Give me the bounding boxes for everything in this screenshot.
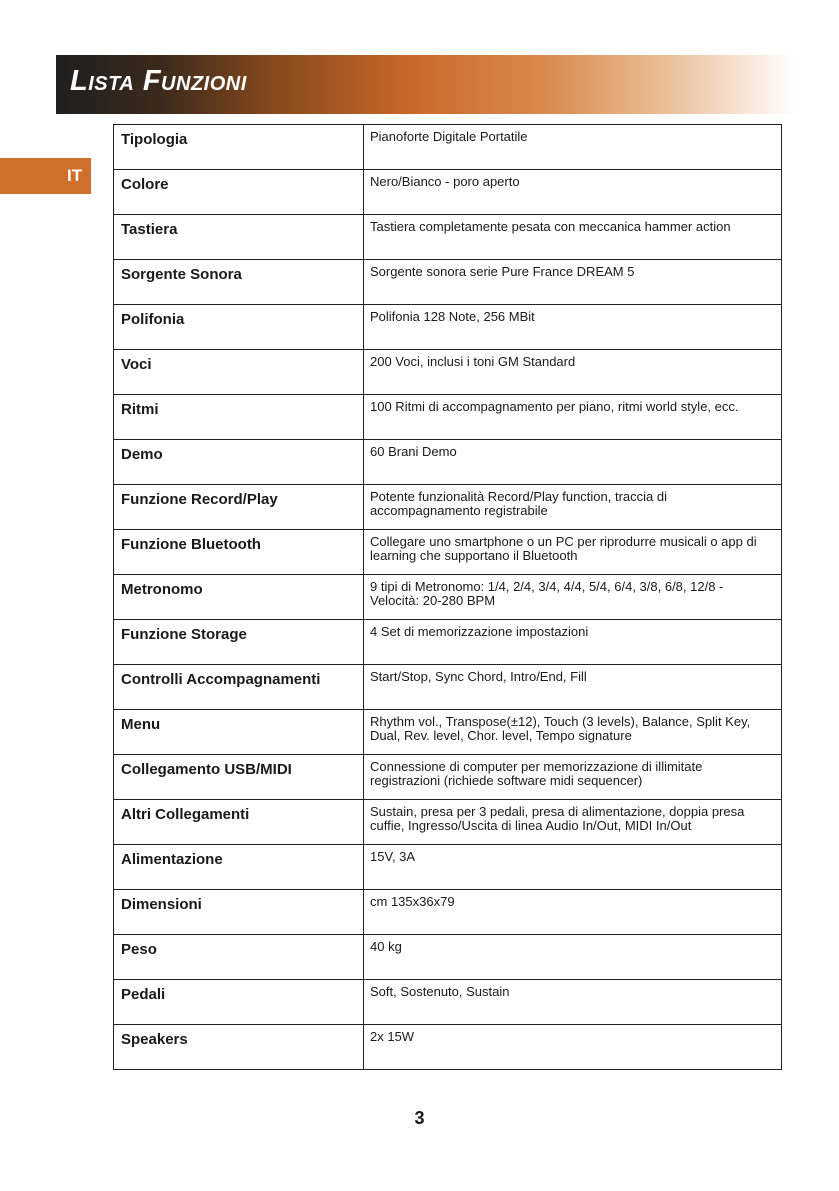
spec-value: Tastiera completamente pesata con meccanica hammer action bbox=[364, 215, 782, 260]
table-row bbox=[114, 395, 782, 440]
spec-value: 40 kg bbox=[364, 935, 782, 980]
spec-value: Potente funzionalità Record/Play function, traccia di accompagnamento registrabile bbox=[364, 485, 782, 530]
spec-value: Rhythm vol., Transpose(±12), Touch (3 levels), Balance, Split Key, Dual, Rev. level, Chor. level, Tempo signature bbox=[364, 710, 782, 755]
spec-label: Alimentazione bbox=[114, 845, 364, 890]
table-row bbox=[114, 260, 782, 305]
spec-value: Collegare uno smartphone o un PC per riprodurre musicali o app di learning che supportano il Bluetooth bbox=[364, 530, 782, 575]
spec-label: Funzione Bluetooth bbox=[114, 530, 364, 575]
page-title: Lista Funzioni bbox=[70, 65, 247, 97]
spec-value: Nero/Bianco - poro aperto bbox=[364, 170, 782, 215]
spec-value: 4 Set di memorizzazione impostazioni bbox=[364, 620, 782, 665]
spec-value: 9 tipi di Metronomo: 1/4, 2/4, 3/4, 4/4, 5/4, 6/4, 3/8, 6/8, 12/8 - Velocità: 20-280 BPM bbox=[364, 575, 782, 620]
table-row bbox=[114, 125, 782, 170]
table-row bbox=[114, 710, 782, 755]
table-row bbox=[114, 800, 782, 845]
table-row bbox=[114, 980, 782, 1025]
specifications-table-body bbox=[114, 125, 782, 1070]
spec-value: Pianoforte Digitale Portatile bbox=[364, 125, 782, 170]
spec-value: cm 135x36x79 bbox=[364, 890, 782, 935]
table-row bbox=[114, 350, 782, 395]
spec-value: Sustain, presa per 3 pedali, presa di alimentazione, doppia presa cuffie, Ingresso/Uscita di linea Audio In/Out, MIDI In/Out bbox=[364, 800, 782, 845]
spec-value: 100 Ritmi di accompagnamento per piano, ritmi world style, ecc. bbox=[364, 395, 782, 440]
spec-label: Voci bbox=[114, 350, 364, 395]
spec-label: Controlli Accompagnamenti bbox=[114, 665, 364, 710]
spec-label: Metronomo bbox=[114, 575, 364, 620]
spec-value: Polifonia 128 Note, 256 MBit bbox=[364, 305, 782, 350]
spec-label: Collegamento USB/MIDI bbox=[114, 755, 364, 800]
table-row bbox=[114, 755, 782, 800]
table-row bbox=[114, 530, 782, 575]
table-row bbox=[114, 665, 782, 710]
spec-label: Altri Collegamenti bbox=[114, 800, 364, 845]
spec-value: 200 Voci, inclusi i toni GM Standard bbox=[364, 350, 782, 395]
spec-value: 2x 15W bbox=[364, 1025, 782, 1070]
table-row bbox=[114, 845, 782, 890]
spec-value: 60 Brani Demo bbox=[364, 440, 782, 485]
table-row bbox=[114, 575, 782, 620]
spec-label: Menu bbox=[114, 710, 364, 755]
spec-label: Pedali bbox=[114, 980, 364, 1025]
language-tab: IT bbox=[0, 158, 91, 194]
table-row bbox=[114, 935, 782, 980]
spec-label: Polifonia bbox=[114, 305, 364, 350]
spec-value: Connessione di computer per memorizzazione di illimitate registrazioni (richiede software midi sequencer) bbox=[364, 755, 782, 800]
spec-label: Tipologia bbox=[114, 125, 364, 170]
spec-label: Speakers bbox=[114, 1025, 364, 1070]
table-row bbox=[114, 890, 782, 935]
table-row bbox=[114, 215, 782, 260]
spec-value: Sorgente sonora serie Pure France DREAM 5 bbox=[364, 260, 782, 305]
table-row bbox=[114, 620, 782, 665]
spec-label: Dimensioni bbox=[114, 890, 364, 935]
specifications-table bbox=[113, 124, 782, 1070]
spec-label: Colore bbox=[114, 170, 364, 215]
spec-label: Demo bbox=[114, 440, 364, 485]
spec-value: Start/Stop, Sync Chord, Intro/End, Fill bbox=[364, 665, 782, 710]
table-row bbox=[114, 440, 782, 485]
spec-label: Ritmi bbox=[114, 395, 364, 440]
table-row bbox=[114, 305, 782, 350]
spec-value: Soft, Sostenuto, Sustain bbox=[364, 980, 782, 1025]
spec-label: Sorgente Sonora bbox=[114, 260, 364, 305]
spec-value: 15V, 3A bbox=[364, 845, 782, 890]
table-row bbox=[114, 170, 782, 215]
spec-label: Tastiera bbox=[114, 215, 364, 260]
table-row bbox=[114, 485, 782, 530]
table-row bbox=[114, 1025, 782, 1070]
section-header-banner bbox=[56, 55, 796, 114]
spec-label: Funzione Storage bbox=[114, 620, 364, 665]
spec-label: Funzione Record/Play bbox=[114, 485, 364, 530]
spec-label: Peso bbox=[114, 935, 364, 980]
page-number: 3 bbox=[414, 1108, 425, 1128]
